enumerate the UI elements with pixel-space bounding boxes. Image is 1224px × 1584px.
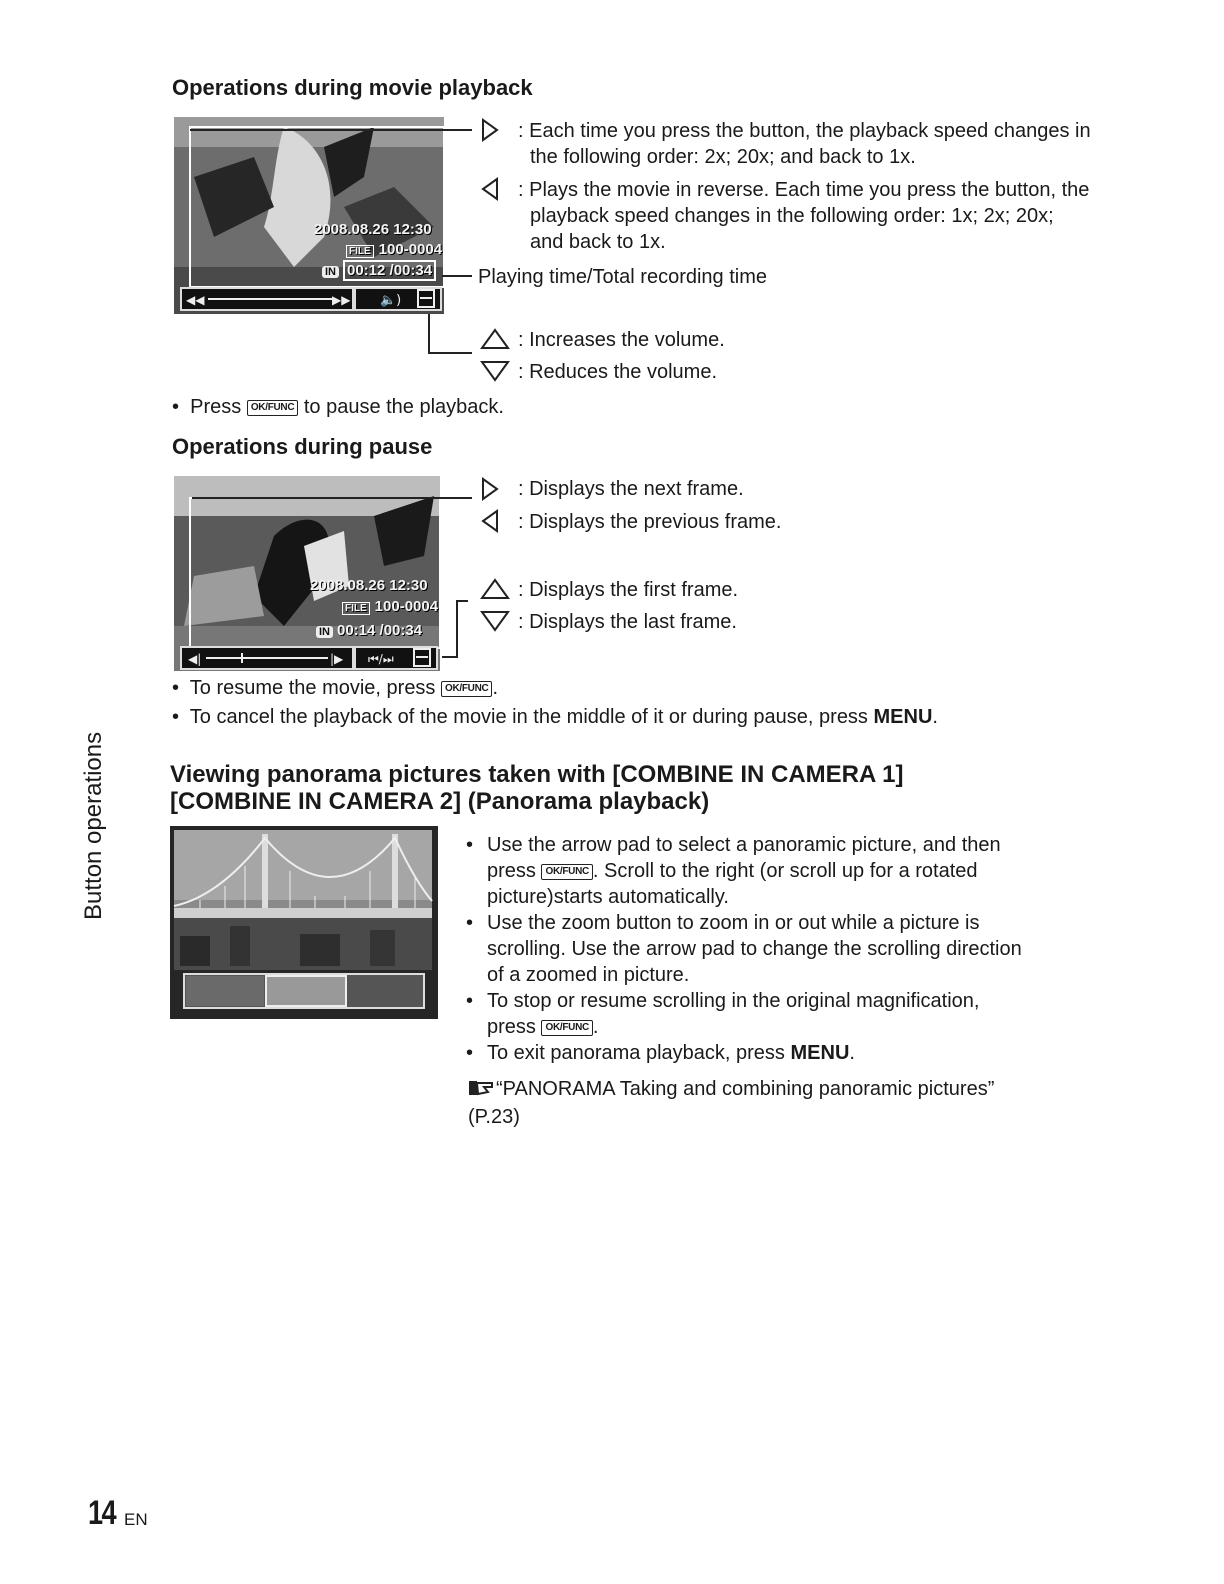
menu-button-label: MENU [790, 1042, 850, 1064]
pause-left-key-description: : Displays the previous frame. [518, 511, 782, 533]
frame-jump-indicator [354, 646, 438, 670]
svg-text:⏮/⏭: ⏮/⏭ [368, 652, 394, 666]
down-key-description: : Reduces the volume. [518, 361, 717, 383]
leader-line-volume-v [428, 314, 430, 354]
ok-func-key-icon: OK/FUNC [247, 400, 298, 416]
down-arrow-icon [480, 360, 510, 382]
memory-icon: IN [322, 266, 339, 278]
cancel-text-a: To cancel the playback of the movie in the middle of it or during pause, press [189, 706, 868, 728]
pause-progress-bar [180, 646, 354, 670]
panorama-bullet-2-mark: • [466, 912, 474, 934]
bullet-mark: • [172, 677, 180, 699]
resume-text-a: To resume the movie, press [189, 677, 436, 699]
b2-line-c: of a zoomed in picture. [487, 964, 690, 986]
b2-line-b: scrolling. Use the arrow pad to change the scrolling direction [487, 938, 1022, 960]
left-key-description: : Plays the movie in reverse. Each time you press the button, the playback speed changes in the following order: 1x; 2x; 20x; and back to 1x. [518, 179, 1090, 253]
ok-func-key-icon: OK/FUNC [441, 681, 492, 697]
bullet-resume [172, 675, 498, 701]
cancel-text-c: . [932, 706, 938, 728]
pause-screenshot [174, 476, 440, 671]
osd-datetime: 2008.08.26 12:30 [314, 221, 432, 238]
osd-time-pause-text: 00:14 /00:34 [337, 622, 423, 639]
right-key-description: : Each time you press the button, the playback speed changes in the following order: 2x; 20x; and back to 1x. [518, 120, 1091, 168]
b3-press: press [487, 1016, 536, 1038]
ok-func-key-icon: OK/FUNC [541, 864, 592, 880]
osd-file-number-pause-text: 100-0004 [374, 598, 439, 615]
down-arrow-icon [480, 610, 510, 632]
page-number: 14 [88, 1494, 116, 1532]
side-tab-label: Button operations [80, 731, 107, 920]
left-arrow-icon [481, 509, 499, 533]
panorama-bullet-1 [487, 832, 1001, 910]
memory-icon-pause: IN [316, 626, 333, 638]
b3-text-c: . [592, 1016, 599, 1038]
b3-line-b [487, 1014, 979, 1040]
b1-line-b [487, 858, 1001, 884]
b1-line-d: picture)starts automatically. [487, 886, 729, 908]
leader-line-time [442, 275, 472, 277]
section-heading-pause: Operations during pause [172, 434, 433, 459]
osd-datetime-pause: 2008.08.26 12:30 [310, 577, 428, 594]
svg-text:◀|: ◀| [188, 652, 202, 666]
b4-text-c: . [849, 1042, 855, 1064]
leader-line-pause-h1 [456, 600, 468, 602]
leader-line-volume-h [428, 352, 472, 354]
reference-page: (P.23) [468, 1106, 520, 1128]
osd-file-number-pause: FILE 100-0004 [342, 598, 438, 615]
panorama-bullet-1-mark: • [466, 834, 474, 856]
osd-file-number: FILE 100-0004 [346, 241, 442, 258]
bullet-mark: • [172, 396, 180, 418]
svg-text:◀◀: ◀◀ [186, 293, 205, 307]
playback-progress-bar [180, 287, 354, 311]
section-heading-movie-playback: Operations during movie playback [172, 75, 533, 100]
menu-button-label: MENU [873, 706, 933, 728]
b3-line-a: To stop or resume scrolling in the original magnification, [487, 990, 980, 1012]
svg-text:▶▶: ▶▶ [332, 293, 351, 307]
volume-indicator [354, 287, 442, 311]
osd-file-number-text: 100-0004 [378, 241, 443, 258]
bullet-press-pause [172, 394, 504, 420]
osd-time-text: 00:12 /00:34 [343, 260, 436, 281]
up-arrow-icon [480, 328, 510, 350]
svg-text:|▶: |▶ [330, 652, 344, 666]
reference-line [468, 1076, 994, 1102]
leader-line-pause-h2 [442, 656, 458, 658]
osd-playing-time-pause [316, 622, 422, 639]
pause-up-key-description: : Displays the first frame. [518, 579, 739, 601]
panorama-bullet-4-mark: • [466, 1042, 474, 1064]
b1-press: press [487, 860, 536, 882]
panorama-bullet-3-mark: • [466, 990, 474, 1012]
bullet-cancel [172, 704, 938, 730]
leader-line-pause-top [192, 497, 472, 499]
svg-text:🔈): 🔈) [380, 293, 402, 308]
leader-line-pause-v [456, 600, 458, 658]
pause-right-key-description: : Displays the next frame. [518, 478, 744, 500]
osd-playing-time [322, 262, 436, 279]
reference-pointer-icon [468, 1076, 496, 1100]
panorama-heading-line2: [COMBINE IN CAMERA 2] (Panorama playback) [170, 788, 710, 815]
right-arrow-icon [481, 477, 499, 501]
b1-text-c: . Scroll to the right (or scroll up for a rotated [592, 860, 978, 882]
left-arrow-icon [481, 177, 499, 201]
b1-line-a: Use the arrow pad to select a panoramic picture, and then [487, 834, 1001, 856]
panorama-bullet-4 [487, 1040, 855, 1066]
leader-line-top [190, 129, 472, 131]
panorama-heading-line1: Viewing panorama pictures taken with [COMBINE IN CAMERA 1] [170, 761, 904, 788]
pause-down-key-description: : Displays the last frame. [518, 611, 737, 633]
panorama-bullet-2 [487, 910, 1022, 988]
bullet-mark: • [172, 706, 180, 728]
resume-text-b: . [492, 677, 499, 699]
right-arrow-icon [481, 118, 499, 142]
reference-text: “PANORAMA Taking and combining panoramic pictures” [496, 1078, 995, 1100]
page-language: EN [124, 1510, 148, 1529]
b2-line-a: Use the zoom button to zoom in or out while a picture is [487, 912, 980, 934]
press-text-a: Press [190, 396, 242, 418]
press-text-b: to pause the playback. [303, 396, 504, 418]
b4-text-a: To exit panorama playback, press [487, 1042, 785, 1064]
movie-playback-screenshot [174, 117, 444, 314]
panorama-bullet-3 [487, 988, 979, 1040]
up-arrow-icon [480, 578, 510, 600]
up-key-description: : Increases the volume. [518, 329, 725, 351]
panorama-screenshot [170, 826, 438, 1019]
time-label: Playing time/Total recording time [478, 266, 768, 288]
ok-func-key-icon: OK/FUNC [541, 1020, 592, 1036]
